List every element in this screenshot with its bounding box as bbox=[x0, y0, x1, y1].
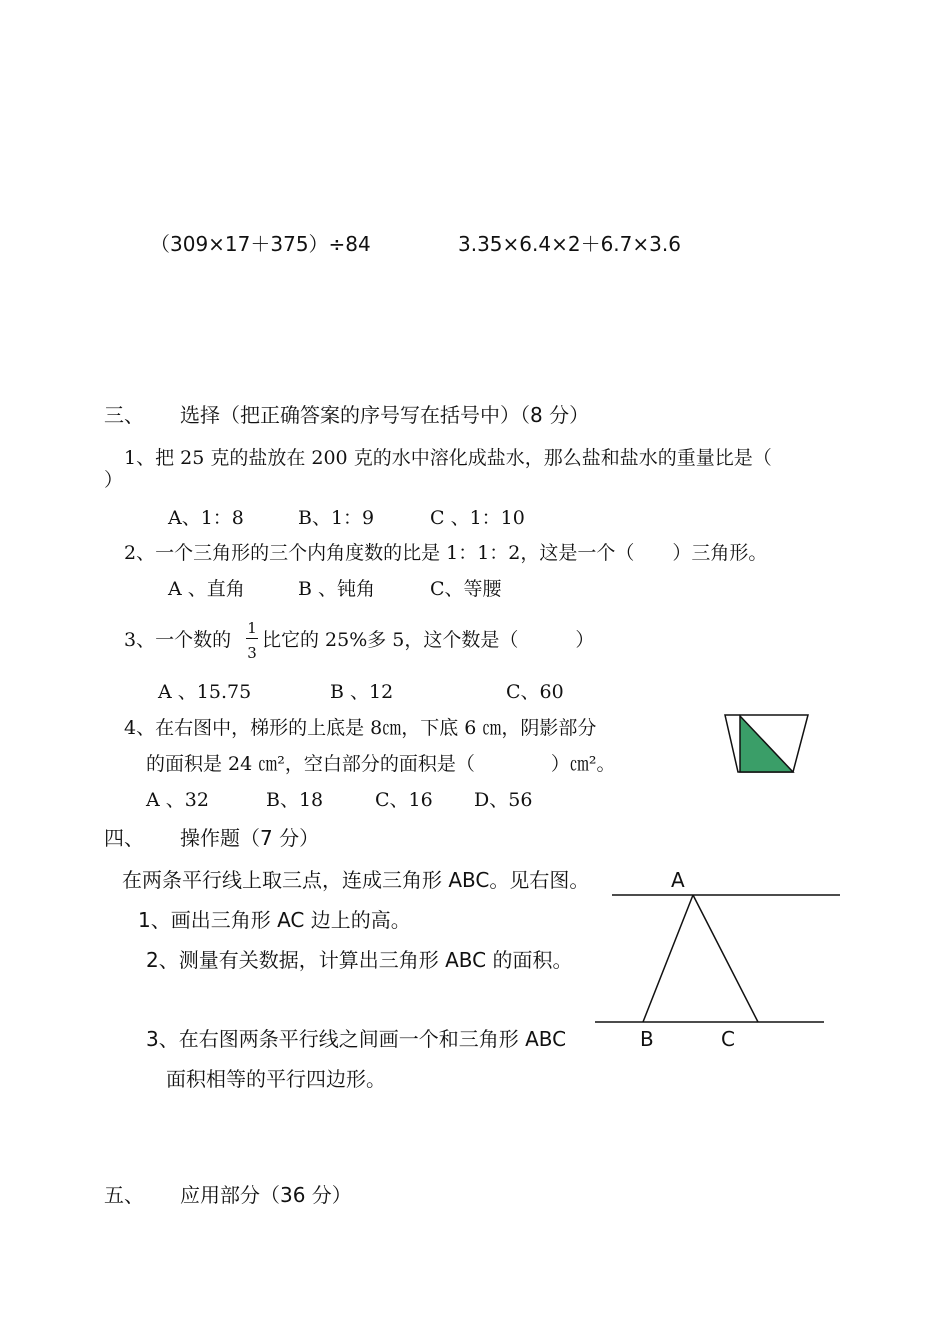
section5-title: 应用部分（36 分） bbox=[180, 1183, 352, 1207]
section4-title: 操作题（7 分） bbox=[180, 826, 320, 850]
section4-item3-line1: 3、在右图两条平行线之间画一个和三角形 ABC bbox=[146, 1027, 567, 1051]
trapezoid-outline bbox=[725, 715, 808, 772]
q3-fraction-denominator: 3 bbox=[247, 644, 257, 662]
q2-option-c: C、等腰 bbox=[430, 578, 502, 600]
side-ab bbox=[643, 895, 693, 1022]
q4-line1: 4、在右图中，梯形的上底是 8㎝，下底 6 ㎝，阴影部分 bbox=[124, 717, 597, 739]
section4-item3-line2: 面积相等的平行四边形。 bbox=[166, 1067, 386, 1091]
q3-option-c: C、60 bbox=[506, 681, 564, 703]
section5-number: 五、 bbox=[104, 1183, 144, 1207]
q1-option-b: B、1：9 bbox=[298, 507, 375, 529]
section4-intro: 在两条平行线上取三点，连成三角形 ABC。见右图。 bbox=[122, 868, 590, 892]
q4-option-c: C、16 bbox=[375, 789, 433, 811]
q4-line2: 的面积是 24 ㎝²，空白部分的面积是（ ）㎝²。 bbox=[146, 753, 616, 775]
q1-text: 1、把 25 克的盐放在 200 克的水中溶化成盐水，那么盐和盐水的重量比是（ bbox=[124, 447, 772, 469]
section4-item1: 1、画出三角形 AC 边上的高。 bbox=[138, 908, 411, 932]
q4-option-b: B、18 bbox=[266, 789, 324, 811]
q2-option-b: B 、钝角 bbox=[298, 578, 376, 600]
q2-text: 2、一个三角形的三个内角度数的比是 1：1：2，这是一个（ ）三角形。 bbox=[124, 542, 768, 564]
q3-fraction-bar bbox=[246, 638, 258, 639]
section3-number: 三、 bbox=[104, 403, 144, 427]
section4-number: 四、 bbox=[104, 826, 144, 850]
shaded-triangle bbox=[740, 716, 793, 772]
q1-text-continued: ） bbox=[104, 469, 124, 491]
vertex-label-b: B bbox=[640, 1027, 654, 1051]
q3-text-pre: 3、一个数的 bbox=[124, 629, 232, 651]
side-ac bbox=[693, 895, 758, 1022]
q3-fraction-numerator: 1 bbox=[247, 619, 257, 637]
vertex-label-a: A bbox=[671, 868, 685, 892]
section3-title: 选择（把正确答案的序号写在括号中）（8 分） bbox=[180, 403, 590, 427]
q1-option-a: A、1：8 bbox=[168, 507, 244, 529]
q3-option-b: B 、12 bbox=[330, 681, 394, 703]
q4-option-d: D、56 bbox=[474, 789, 533, 811]
q2-option-a: A 、直角 bbox=[168, 578, 245, 600]
q1-option-c: C 、1：10 bbox=[430, 507, 525, 529]
vertex-label-c: C bbox=[721, 1027, 735, 1051]
q3-text-post: 比它的 25%多 5，这个数是（ ） bbox=[262, 629, 595, 651]
section4-item2: 2、测量有关数据，计算出三角形 ABC 的面积。 bbox=[146, 948, 573, 972]
q3-option-a: A 、15.75 bbox=[158, 681, 252, 703]
calc-expression-1: （309×17＋375）÷84 bbox=[150, 232, 371, 256]
calc-expression-2: 3.35×6.4×2＋6.7×3.6 bbox=[458, 232, 681, 256]
q4-option-a: A 、32 bbox=[146, 789, 209, 811]
